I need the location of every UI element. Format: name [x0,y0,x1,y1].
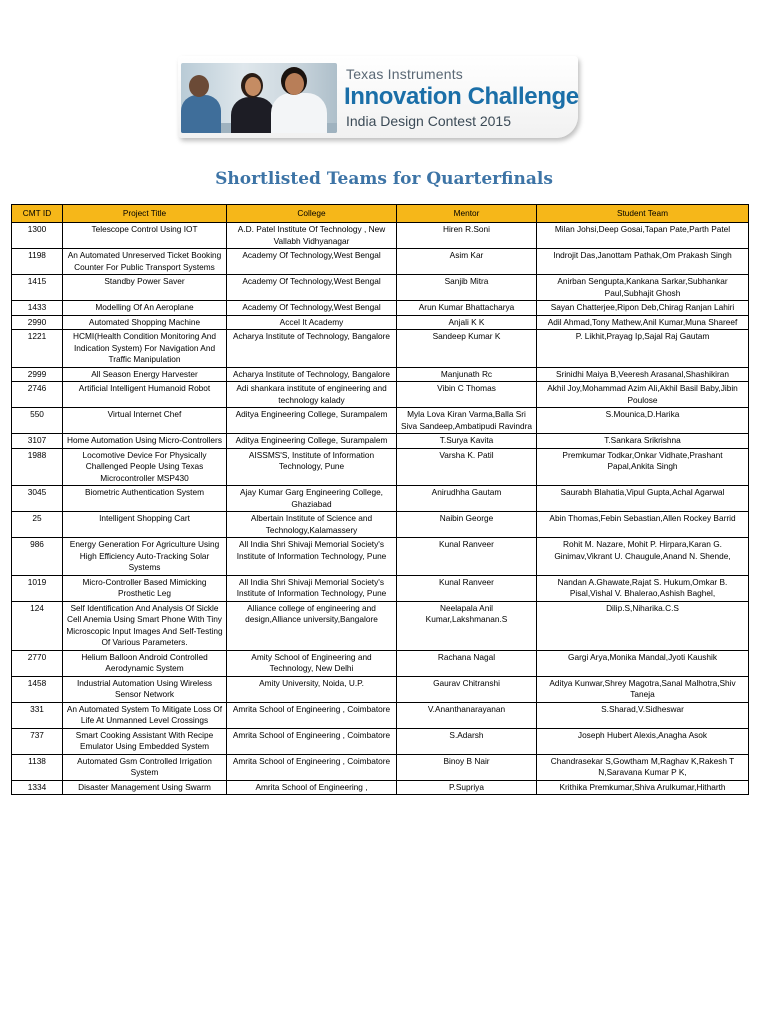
header-student-team: Student Team [537,205,749,223]
college-cell: Adi shankara institute of engineering and technology kalady [227,382,397,408]
table-row [12,367,749,382]
banner-title: Innovation Challenge [344,83,579,110]
student-team-cell: Aditya Kunwar,Shrey Magotra,Sanal Malhotra,Shiv Taneja [537,676,749,702]
student-team-cell: Saurabh Blahatia,Vipul Gupta,Achal Agarwal [537,486,749,512]
college-cell: Academy Of Technology,West Bengal [227,249,397,275]
table-row [12,780,749,795]
cmt-id-cell: 25 [12,512,63,538]
cmt-id-cell: 2770 [12,650,63,676]
student-team-cell: Premkumar Todkar,Onkar Vidhate,Prashant Papal,Ankita Singh [537,448,749,486]
mentor-cell: Asim Kar [397,249,537,275]
student-team-cell: Sayan Chatterjee,Ripon Deb,Chirag Ranjan Lahiri [537,301,749,316]
mentor-cell: Anjali K K [397,315,537,330]
cmt-id-cell: 2999 [12,367,63,382]
college-cell: Aditya Engineering College, Surampalem [227,434,397,449]
mentor-cell: Rachana Nagal [397,650,537,676]
cmt-id-cell: 2746 [12,382,63,408]
student-team-cell: Anirban Sengupta,Kankana Sarkar,Subhankar Paul,Subhajit Ghosh [537,275,749,301]
cmt-id-cell: 1300 [12,223,63,249]
cmt-id-cell: 1415 [12,275,63,301]
college-cell: Amity School of Engineering and Technology, New Delhi [227,650,397,676]
teams-table [11,204,749,795]
college-cell: Academy Of Technology,West Bengal [227,301,397,316]
college-cell: AISSMS'S, Institute of Information Technology, Pune [227,448,397,486]
mentor-cell: Neelapala Anil Kumar,Lakshmanan.S [397,601,537,650]
mentor-cell: T.Surya Kavita [397,434,537,449]
mentor-cell: Manjunath Rc [397,367,537,382]
cmt-id-cell: 1458 [12,676,63,702]
table-row [12,408,749,434]
table-row [12,249,749,275]
college-cell: Acharya Institute of Technology, Bangalore [227,330,397,368]
cmt-id-cell: 1019 [12,575,63,601]
table-row [12,601,749,650]
project-title-cell: Micro-Controller Based Mimicking Prosthetic Leg [63,575,227,601]
student-team-cell: P. Likhit,Prayag Ip,Sajal Raj Gautam [537,330,749,368]
table-row [12,275,749,301]
student-team-cell: S.Sharad,V.Sidheswar [537,702,749,728]
mentor-cell: Gaurav Chitranshi [397,676,537,702]
college-cell: All India Shri Shivaji Memorial Society's Institute of Information Technology, Pune [227,538,397,576]
college-cell: All India Shri Shivaji Memorial Society's Institute of Information Technology, Pune [227,575,397,601]
project-title-cell: Biometric Authentication System [63,486,227,512]
table-row [12,301,749,316]
table-row [12,676,749,702]
college-cell: Ajay Kumar Garg Engineering College, Ghaziabad [227,486,397,512]
student-team-cell: Rohit M. Nazare, Mohit P. Hirpara,Karan G. Ginimav,Vikrant U. Chaugule,Anand N. Shende, [537,538,749,576]
college-cell: Aditya Engineering College, Surampalem [227,408,397,434]
mentor-cell: Arun Kumar Bhattacharya [397,301,537,316]
college-cell: Amrita School of Engineering , Coimbatore [227,702,397,728]
mentor-cell: Varsha K. Patil [397,448,537,486]
cmt-id-cell: 737 [12,728,63,754]
project-title-cell: Energy Generation For Agriculture Using High Efficiency Auto-Tracking Solar Systems [63,538,227,576]
cmt-id-cell: 1334 [12,780,63,795]
mentor-cell: Sandeep Kumar K [397,330,537,368]
header-cmt-id: CMT ID [12,205,63,223]
project-title-cell: Telescope Control Using IOT [63,223,227,249]
college-cell: Academy Of Technology,West Bengal [227,275,397,301]
student-team-cell: Dilip.S,Niharika.C.S [537,601,749,650]
student-team-cell: Indrojit Das,Janottam Pathak,Om Prakash Singh [537,249,749,275]
college-cell: Acharya Institute of Technology, Bangalore [227,367,397,382]
project-title-cell: Automated Shopping Machine [63,315,227,330]
mentor-cell: Kunal Ranveer [397,575,537,601]
mentor-cell: Naibin George [397,512,537,538]
table-header-row [12,205,749,223]
banner-subtitle: India Design Contest 2015 [346,113,511,129]
project-title-cell: Smart Cooking Assistant With Recipe Emulator Using Embedded System [63,728,227,754]
student-team-cell: Abin Thomas,Febin Sebastian,Allen Rockey Barrid [537,512,749,538]
student-team-cell: Krithika Premkumar,Shiva Arulkumar,Hitharth [537,780,749,795]
college-cell: Alliance college of engineering and design,Alliance university,Bangalore [227,601,397,650]
project-title-cell: Modelling Of An Aeroplane [63,301,227,316]
cmt-id-cell: 3045 [12,486,63,512]
cmt-id-cell: 986 [12,538,63,576]
student-team-cell: Akhil Joy,Mohammad Azim Ali,Akhil Basil Baby,Jibin Poulose [537,382,749,408]
mentor-cell: Anirudhha Gautam [397,486,537,512]
project-title-cell: Intelligent Shopping Cart [63,512,227,538]
project-title-cell: HCMI(Health Condition Monitoring And Indication System) For Navigation And Traffic Manipulation [63,330,227,368]
mentor-cell: V.Ananthanarayanan [397,702,537,728]
project-title-cell: Industrial Automation Using Wireless Sensor Network [63,676,227,702]
cmt-id-cell: 550 [12,408,63,434]
project-title-cell: Automated Gsm Controlled Irrigation System [63,754,227,780]
student-team-cell: Gargi Arya,Monika Mandal,Jyoti Kaushik [537,650,749,676]
student-team-cell: T.Sankara Srikrishna [537,434,749,449]
table-row [12,512,749,538]
table-row [12,728,749,754]
student-team-cell: Chandrasekar S,Gowtham M,Raghav K,Rakesh T N,Saravana Kumar P K, [537,754,749,780]
mentor-cell: P.Supriya [397,780,537,795]
mentor-cell: Myla Lova Kiran Varma,Balla Sri Siva Sandeep,Ambatipudi Ravindra [397,408,537,434]
project-title-cell: Artificial Intelligent Humanoid Robot [63,382,227,408]
header-project-title: Project Title [63,205,227,223]
college-cell: Amrita School of Engineering , Coimbatore [227,728,397,754]
student-team-cell: Joseph Hubert Alexis,Anagha Asok [537,728,749,754]
table-row [12,434,749,449]
table-row [12,538,749,576]
cmt-id-cell: 1988 [12,448,63,486]
project-title-cell: All Season Energy Harvester [63,367,227,382]
project-title-cell: Disaster Management Using Swarm [63,780,227,795]
mentor-cell: Sanjib Mitra [397,275,537,301]
cmt-id-cell: 1433 [12,301,63,316]
project-title-cell: An Automated Unreserved Ticket Booking Counter For Public Transport Systems [63,249,227,275]
table-row [12,486,749,512]
mentor-cell: S.Adarsh [397,728,537,754]
project-title-cell: Locomotive Device For Physically Challenged People Using Texas Microcontroller MSP430 [63,448,227,486]
college-cell: Amity University, Noida, U.P. [227,676,397,702]
student-team-cell: Milan Johsi,Deep Gosai,Tapan Pate,Parth Patel [537,223,749,249]
ti-innovation-banner [178,56,590,142]
page-title: Shortlisted Teams for Quarterfinals [215,169,553,189]
mentor-cell: Binoy B Nair [397,754,537,780]
project-title-cell: Home Automation Using Micro-Controllers [63,434,227,449]
project-title-cell: Standby Power Saver [63,275,227,301]
cmt-id-cell: 2990 [12,315,63,330]
header-college: College [227,205,397,223]
table-row [12,223,749,249]
college-cell: A.D. Patel Institute Of Technology , New Vallabh Vidhyanagar [227,223,397,249]
table-row [12,330,749,368]
project-title-cell: Helium Balloon Android Controlled Aerodynamic System [63,650,227,676]
cmt-id-cell: 1221 [12,330,63,368]
banner-company: Texas Instruments [346,66,463,82]
student-team-cell: Adil Ahmad,Tony Mathew,Anil Kumar,Muna Shareef [537,315,749,330]
cmt-id-cell: 1138 [12,754,63,780]
table-row [12,315,749,330]
college-cell: Amrita School of Engineering , [227,780,397,795]
project-title-cell: Virtual Internet Chef [63,408,227,434]
table-row [12,754,749,780]
mentor-cell: Kunal Ranveer [397,538,537,576]
cmt-id-cell: 124 [12,601,63,650]
student-team-cell: S.Mounica,D.Harika [537,408,749,434]
cmt-id-cell: 331 [12,702,63,728]
table-row [12,575,749,601]
header-mentor: Mentor [397,205,537,223]
cmt-id-cell: 1198 [12,249,63,275]
college-cell: Albertain Institute of Science and Technology,Kalamassery [227,512,397,538]
college-cell: Accel It Academy [227,315,397,330]
project-title-cell: Self Identification And Analysis Of Sickle Cell Anemia Using Smart Phone With Tiny Microscopic Input Images And Self-Testing Of Various Parameters. [63,601,227,650]
table-row [12,448,749,486]
table-row [12,650,749,676]
students-photo [181,63,337,133]
project-title-cell: An Automated System To Mitigate Loss Of Life At Unmanned Level Crossings [63,702,227,728]
cmt-id-cell: 3107 [12,434,63,449]
table-row [12,702,749,728]
student-team-cell: Srinidhi Maiya B,Veeresh Arasanal,Shashikiran [537,367,749,382]
mentor-cell: Hiren R.Soni [397,223,537,249]
student-team-cell: Nandan A.Ghawate,Rajat S. Hukum,Omkar B. Pisal,Vishal V. Bhalerao,Ashish Baghel, [537,575,749,601]
mentor-cell: Vibin C Thomas [397,382,537,408]
college-cell: Amrita School of Engineering , Coimbatore [227,754,397,780]
table-row [12,382,749,408]
